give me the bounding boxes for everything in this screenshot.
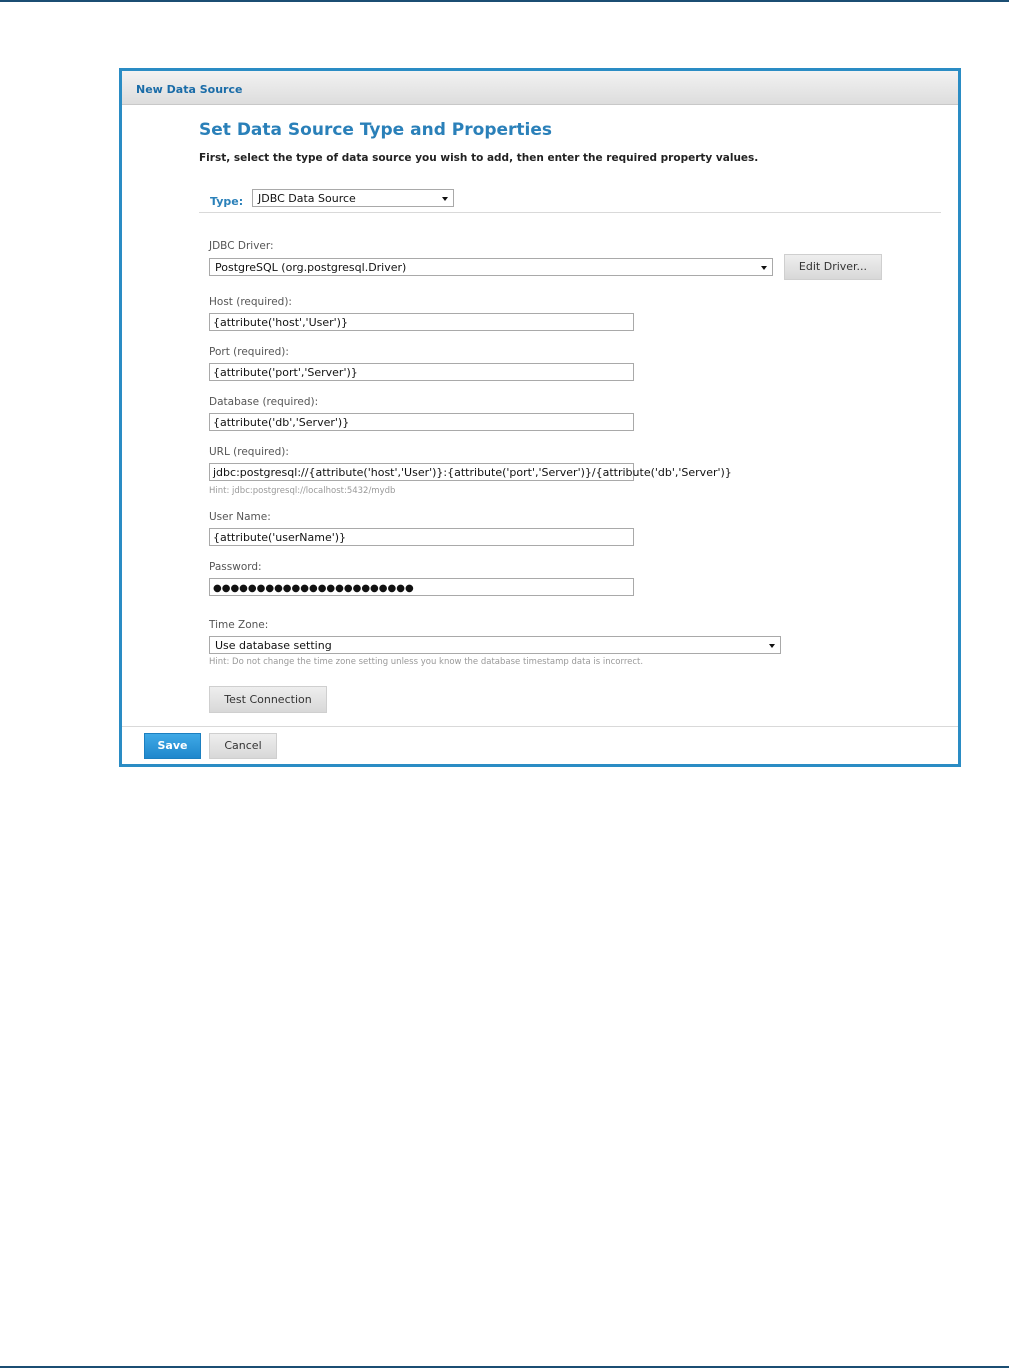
intro-text: First, select the type of data source you wish to add, then enter the required property values. <box>199 152 759 164</box>
port-input[interactable]: {attribute('port','Server')} <box>209 363 634 381</box>
page-top-rule <box>0 0 1009 2</box>
jdbc-driver-value: PostgreSQL (org.postgresql.Driver) <box>215 261 407 274</box>
new-data-source-dialog <box>119 68 961 767</box>
type-divider <box>199 212 941 213</box>
caret-down-icon <box>761 266 767 270</box>
type-label: Type: <box>210 195 244 208</box>
page-title: Set Data Source Type and Properties <box>199 120 552 140</box>
port-label: Port (required): <box>209 346 289 358</box>
dialog-header <box>122 71 958 105</box>
user-name-input[interactable]: {attribute('userName')} <box>209 528 634 546</box>
footer-divider <box>122 726 958 727</box>
url-label: URL (required): <box>209 446 289 458</box>
save-button[interactable]: Save <box>144 733 201 759</box>
jdbc-driver-select[interactable] <box>209 258 773 276</box>
type-select-value: JDBC Data Source <box>258 192 356 205</box>
edit-driver-button[interactable]: Edit Driver... <box>784 254 882 280</box>
time-zone-value: Use database setting <box>215 639 332 652</box>
url-hint: Hint: jdbc:postgresql://localhost:5432/mydb <box>209 486 396 496</box>
jdbc-driver-label: JDBC Driver: <box>209 240 274 252</box>
dialog-title: New Data Source <box>136 83 243 96</box>
cancel-button[interactable]: Cancel <box>209 733 277 759</box>
caret-down-icon <box>442 197 448 201</box>
type-select[interactable] <box>252 189 454 207</box>
time-zone-select[interactable] <box>209 636 781 654</box>
caret-down-icon <box>769 644 775 648</box>
page-bottom-rule <box>0 1366 1009 1368</box>
host-label: Host (required): <box>209 296 292 308</box>
user-name-label: User Name: <box>209 511 271 523</box>
password-label: Password: <box>209 561 262 573</box>
time-zone-hint: Hint: Do not change the time zone setting unless you know the database timestamp data is incorrect. <box>209 657 644 667</box>
host-input[interactable]: {attribute('host','User')} <box>209 313 634 331</box>
database-input[interactable]: {attribute('db','Server')} <box>209 413 634 431</box>
database-label: Database (required): <box>209 396 319 408</box>
time-zone-label: Time Zone: <box>209 619 269 631</box>
password-input[interactable]: ●●●●●●●●●●●●●●●●●●●●●●● <box>209 578 634 596</box>
url-input[interactable]: jdbc:postgresql://{attribute('host','User')}:{attribute('port','Server')}/{attribute('db','Server')} <box>209 463 634 481</box>
test-connection-button[interactable]: Test Connection <box>209 686 327 713</box>
